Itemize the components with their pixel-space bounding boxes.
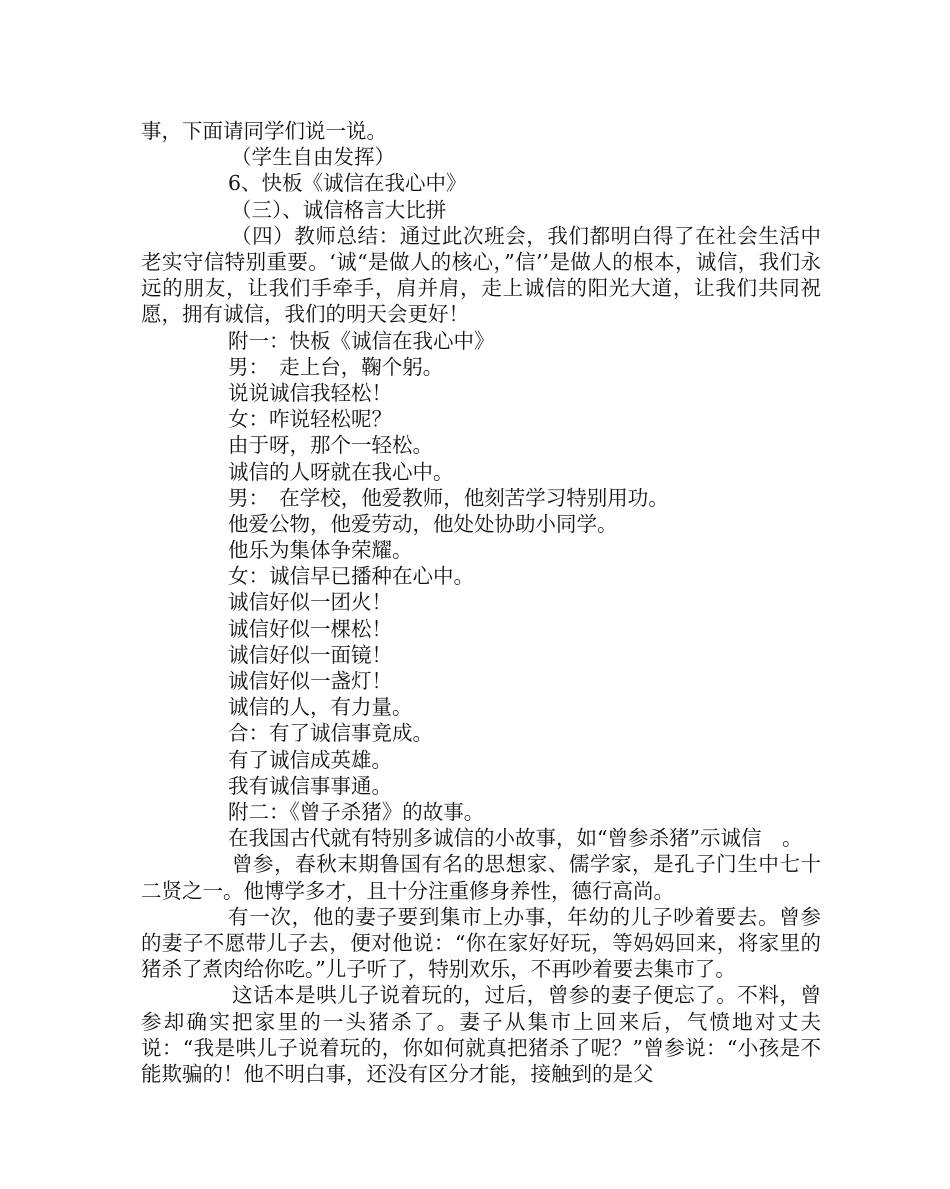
verse-line: 女：诚信早已播种在心中。: [228, 564, 474, 589]
verse-line: 女：咋说轻松呢？: [228, 407, 392, 432]
story-paragraph: 在我国古代就有特别多诚信的小故事，如“曾参杀猪”示诚信 。: [228, 826, 803, 851]
verse-line: 男： 在学校，他爱教师，他刻苦学习特别用功。: [228, 485, 669, 510]
text-line: 6、快板《诚信在我心中》: [228, 171, 467, 196]
story-paragraph: 这话本是哄儿子说着玩的，过后，曾参的妻子便忘了。不料，曾参却确实把家里的一头猪杀了。妻子从集市上回来后，气愤地对丈夫说：“我是哄儿子说着玩的，你如何就真把猪杀了呢？”曾参说：“小孩是不能欺骗的！他不明白事，还没有区分才能，接触到的是父: [141, 983, 821, 1086]
text-line: （学生自由发挥）: [231, 145, 395, 170]
text-line: 事，下面请同学们说一说。: [141, 119, 387, 143]
document-body: [141, 118, 821, 1087]
verse-line: 由于呀，那个一轻松。: [228, 433, 433, 458]
verse-block: [141, 354, 821, 799]
verse-line: 诚信的人呀就在我心中。: [228, 459, 454, 484]
appendix-title: 附一：快板《诚信在我心中》: [228, 328, 495, 353]
verse-line: 合：有了诚信事竟成。: [228, 721, 433, 746]
verse-line: 诚信好似一面镜！: [228, 642, 392, 667]
story-paragraph: 曾参，春秋末期鲁国有名的思想家、儒学家，是孔子门生中七十二贤之一。他博学多才，且十分注重修身养性，德行高尚。: [141, 852, 821, 903]
verse-line: 诚信好似一团火！: [228, 590, 392, 615]
text-line: （三）、诚信格言大比拼: [231, 197, 447, 222]
verse-line: 他乐为集体争荣耀。: [228, 538, 413, 563]
verse-line: 我有诚信事事通。: [228, 773, 392, 798]
verse-line: 诚信好似一盏灯！: [228, 669, 392, 693]
verse-line: 有了诚信成英雄。: [228, 747, 392, 772]
verse-line: 诚信的人，有力量。: [228, 695, 413, 720]
verse-line: 诚信好似一棵松！: [228, 616, 392, 641]
summary-paragraph: （四）教师总结：通过此次班会，我们都明白得了在社会生活中老实守信特别重要。‘诚“是做人的核心，”信’’是做人的根本，诚信，我们永远的朋友，让我们手牵手，肩并肩，走上诚信的阳光大道，让我们共同祝愿，拥有诚信，我们的明天会更好！: [141, 223, 821, 327]
verse-line: 男： 走上台，鞠个躬。: [228, 354, 444, 379]
appendix-title: 附二：《曾子杀猪》的故事。: [228, 799, 485, 824]
story-paragraph: 有一次，他的妻子要到集市上办事，年幼的儿子吵着要去。曾参的妻子不愿带儿子去，便对他说：“你在家好好玩，等妈妈回来，将家里的猪杀了煮肉给你吃。”儿子听了，特别欢乐，不再吵着要去集市了。: [141, 904, 821, 982]
verse-line: 说说诚信我轻松！: [228, 380, 392, 405]
verse-line: 他爱公物，他爱劳动，他处处协助小同学。: [228, 511, 618, 536]
